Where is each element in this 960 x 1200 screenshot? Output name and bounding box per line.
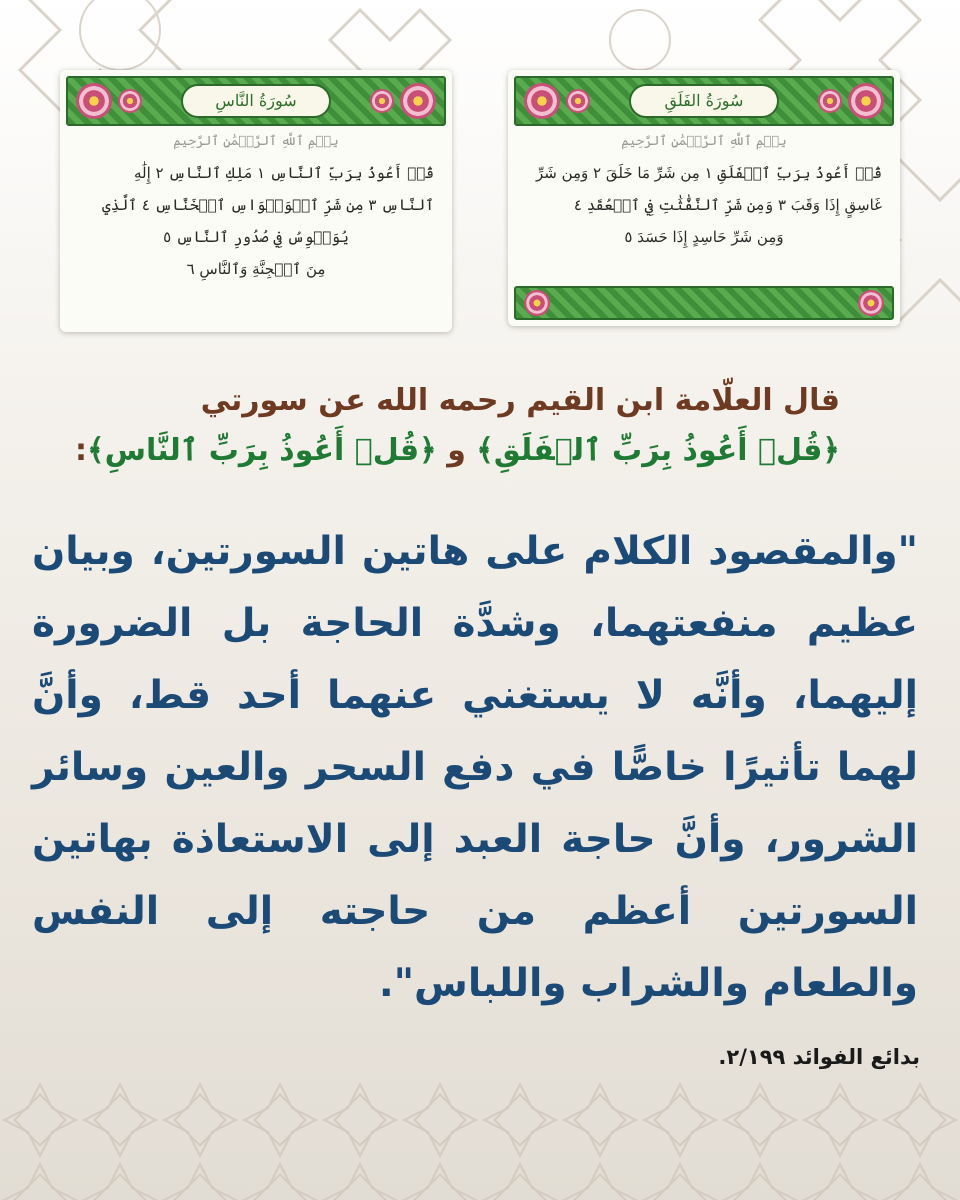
rosette-ornament-icon <box>848 83 884 119</box>
surah-falaq-name: ﴿قُلۡ أَعُوذُ بِرَبِّ ٱلۡفَلَقِ﴾ <box>476 433 840 468</box>
heading-surah-names <box>60 426 840 476</box>
surah-nas-name: ﴿قُلۡ أَعُوذُ بِرَبِّ ٱلنَّاسِ﴾ <box>87 433 437 468</box>
heading-colon: : <box>75 433 88 468</box>
rosette-ornament-icon <box>76 83 112 119</box>
heading-conjunction: و <box>447 433 466 468</box>
ibn-qayyim-quote: "والمقصود الكلام على هاتين السورتين، وبيان عظيم منفعتهما، وشدَّة الحاجة بل الضرورة إليهما، وأنَّه لا يستغني عنهما أحد قط، وأنَّ لهما تأثيرًا خاصًّا في دفع السحر والعين وسائر الشرور، وأنَّ حاجة العبد إلى الاستعاذة بهاتين السورتين أعظم من حاجته إلى النفس والطعام والشراب واللباس". <box>32 529 918 1006</box>
surah-nas-verses <box>60 149 452 285</box>
verse-line: وَمِن شَرِّ حَاسِدٍ إِذَا حَسَدَ ٥ <box>624 228 784 246</box>
surah-falaq-verses <box>508 149 900 253</box>
geometric-pattern-bottom <box>0 1080 960 1200</box>
source-citation: بدائع الفوائد ٢/١٩٩. <box>718 1045 920 1069</box>
surah-falaq-bottom-banner <box>514 286 894 320</box>
verse-line: ٱلنَّاسِ ٣ مِن شَرِّ ٱلۡوَسۡوَاسِ ٱلۡخَنَّاسِ ٤ ٱلَّذِي <box>101 196 434 214</box>
verse-line: يُوَسۡوِسُ فِي صُدُورِ ٱلنَّاسِ ٥ <box>163 228 349 246</box>
rosette-ornament-icon <box>118 89 142 113</box>
surah-falaq-title: سُورَةُ الفَلَقِ <box>629 84 779 118</box>
quote-heading <box>60 376 840 476</box>
basmala: بِسۡمِ ٱللَّهِ ٱلرَّحۡمَٰنِ ٱلرَّحِيمِ <box>173 134 339 149</box>
rosette-ornament-icon <box>370 89 394 113</box>
surah-falaq-banner <box>514 76 894 126</box>
rosette-ornament-icon <box>566 89 590 113</box>
heading-line: قال العلّامة ابن القيم رحمه الله عن سورتي <box>200 383 840 418</box>
verse-line: غَاسِقٍ إِذَا وَقَبَ ٣ وَمِن شَرِّ ٱلنَّفَّٰثَٰتِ فِي ٱلۡعُقَدِ ٤ <box>573 196 882 214</box>
rosette-ornament-icon <box>524 83 560 119</box>
basmala: بِسۡمِ ٱللَّهِ ٱلرَّحۡمَٰنِ ٱلرَّحِيمِ <box>621 134 787 149</box>
surah-nas-card <box>60 70 452 332</box>
verse-line: مِنَ ٱلۡجِنَّةِ وَٱلنَّاسِ ٦ <box>186 260 326 278</box>
rosette-ornament-icon <box>858 290 884 316</box>
verse-line: قُلۡ أَعُوذُ بِرَبِّ ٱلنَّاسِ ١ مَلِكِ ٱلنَّاسِ ٢ إِلَٰهِ <box>133 164 434 182</box>
surah-nas-title: سُورَةُ النَّاسِ <box>181 84 331 118</box>
surah-falaq-card <box>508 70 900 326</box>
rosette-ornament-icon <box>400 83 436 119</box>
rosette-ornament-icon <box>818 89 842 113</box>
verse-line: قُلۡ أَعُوذُ بِرَبِّ ٱلۡفَلَقِ ١ مِن شَرِّ مَا خَلَقَ ٢ وَمِن شَرِّ <box>535 164 882 182</box>
surah-nas-banner <box>66 76 446 126</box>
rosette-ornament-icon <box>524 290 550 316</box>
